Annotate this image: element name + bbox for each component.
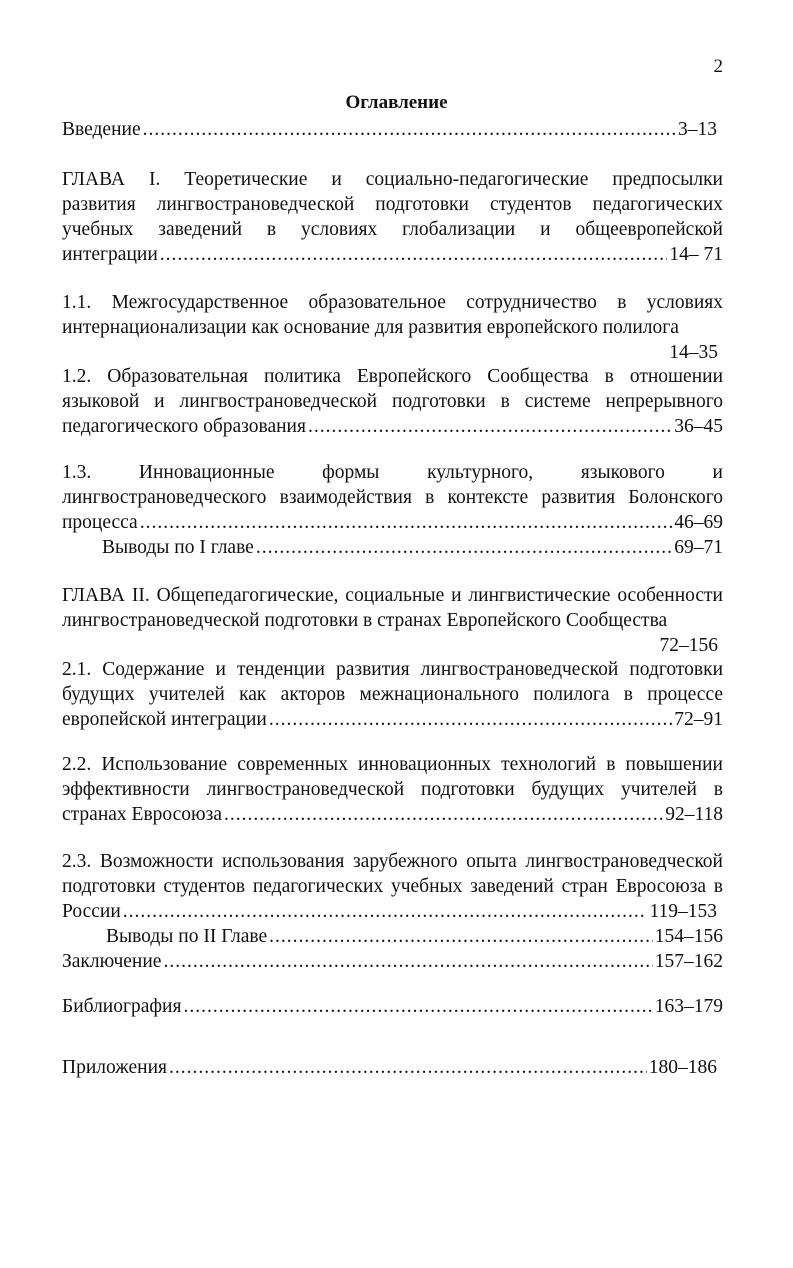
entry-label: интеграции <box>62 244 158 265</box>
entry-label: Выводы по I главе <box>102 537 254 558</box>
dot-leader <box>163 949 652 974</box>
entry-pages: 69–71 <box>674 537 723 558</box>
toc-entry-2-2[interactable] <box>62 752 723 827</box>
entry-label: России <box>62 901 121 922</box>
entry-label: педагогического образования <box>62 416 306 437</box>
entry-line: ГЛАВА II. Общепедагогические, социальные и лингвистические особенности <box>62 585 723 606</box>
entry-line: лингвострановедческого взаимодействия в контексте развития Болонского <box>62 487 723 508</box>
dot-leader <box>256 535 672 560</box>
entry-label: Приложения <box>62 1057 167 1078</box>
toc-entry-bibliography[interactable] <box>62 994 723 1019</box>
entry-pages: 3–13 <box>678 119 717 140</box>
dot-leader <box>308 414 672 439</box>
toc-entry-1-1[interactable] <box>62 290 723 365</box>
dot-leader <box>269 707 672 732</box>
entry-pages: 180–186 <box>648 1057 717 1078</box>
toc-title: Оглавление <box>345 92 448 113</box>
entry-line: подготовки студентов педагогических учебных заведений стран Евросоюза в <box>62 876 723 897</box>
entry-line: лингвострановедческой подготовки в странах Европейского Сообщества <box>62 610 668 631</box>
dot-leader <box>140 510 673 535</box>
toc-entry-appendices[interactable] <box>62 1055 723 1080</box>
dot-leader <box>143 117 676 142</box>
entry-label: Заключение <box>62 951 162 972</box>
entry-label: странах Евросоюза <box>62 804 222 825</box>
toc-entry-chapter-2[interactable] <box>62 583 723 658</box>
entry-pages: 46–69 <box>674 512 723 533</box>
toc-entry-2-3[interactable] <box>62 849 723 974</box>
entry-line: 2.1. Содержание и тенденции развития лингвострановедческой подготовки <box>62 659 723 680</box>
entry-pages: 14–35 <box>669 342 718 363</box>
entry-label: процесса <box>62 512 138 533</box>
entry-label: Введение <box>62 119 141 140</box>
entry-pages: 36–45 <box>674 416 723 437</box>
entry-label: Библиография <box>62 996 182 1017</box>
dot-leader <box>183 994 652 1019</box>
entry-line: развития лингвострановедческой подготовки студентов педагогических <box>62 194 723 215</box>
entry-line: учебных заведений в условиях глобализации и общеевропейской <box>62 219 723 240</box>
entry-pages: 92–118 <box>665 804 723 825</box>
toc-entry-2-1[interactable] <box>62 657 723 732</box>
dot-leader <box>160 242 668 267</box>
entry-line: 1.2. Образовательная политика Европейского Сообщества в отношении <box>62 366 723 387</box>
entry-line: 1.3. Инновационные формы культурного, языкового и <box>62 462 723 483</box>
entry-line: языковой и лингвострановедческой подготовки в системе непрерывного <box>62 391 723 412</box>
entry-pages: 119–153 <box>649 901 717 922</box>
entry-line: 2.2. Использование современных инновационных технологий в повышении <box>62 754 723 775</box>
entry-pages: 72–91 <box>674 709 723 730</box>
dot-leader <box>269 924 653 949</box>
entry-pages: 163–179 <box>654 996 723 1017</box>
entry-line: 1.1. Межгосударственное образовательное сотрудничество в условиях <box>62 292 723 313</box>
entry-label: Выводы по II Главе <box>106 926 268 947</box>
entry-line: ГЛАВА I. Теоретические и социально-педагогические предпосылки <box>62 169 723 190</box>
entry-label: европейской интеграции <box>62 709 267 730</box>
entry-line: интернационализации как основание для развития европейского полилога <box>62 317 679 338</box>
dot-leader <box>123 899 648 924</box>
entry-line: эффективности лингвострановедческой подготовки будущих учителей в <box>62 779 723 800</box>
toc-entry-1-2[interactable] <box>62 364 723 439</box>
entry-line: будущих учителей как акторов межнационального полилога в процессе <box>62 684 723 705</box>
entry-pages: 14– 71 <box>669 244 723 265</box>
entry-pages: 72–156 <box>659 635 718 656</box>
dot-leader <box>169 1055 647 1080</box>
entry-pages: 157–162 <box>654 951 723 972</box>
dot-leader <box>224 802 663 827</box>
toc-entry-intro[interactable] <box>62 117 723 142</box>
page-number: 2 <box>713 56 723 77</box>
toc-entry-1-3[interactable] <box>62 460 723 560</box>
toc-entry-chapter-1[interactable] <box>62 167 723 267</box>
entry-line: 2.3. Возможности использования зарубежного опыта лингвострановедческой <box>62 851 723 872</box>
entry-pages: 154–156 <box>654 926 723 947</box>
